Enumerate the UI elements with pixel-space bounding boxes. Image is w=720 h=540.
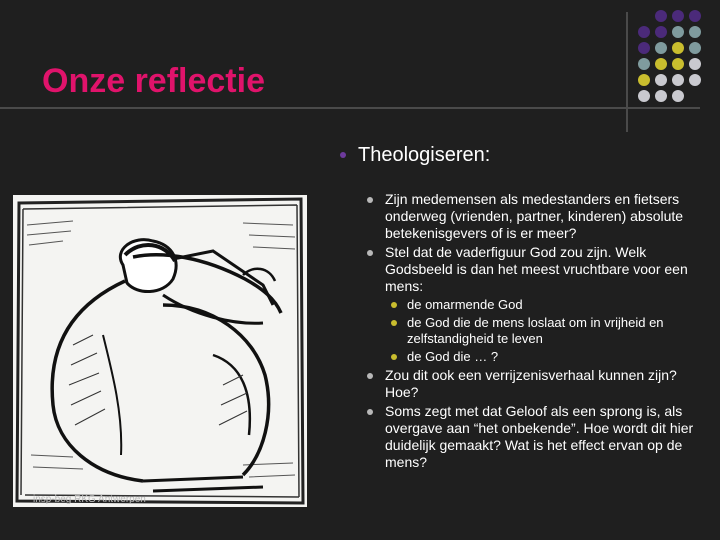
decorative-dot <box>638 90 650 102</box>
decorative-dot <box>638 58 650 70</box>
decorative-dot <box>689 58 701 70</box>
bullet-list <box>385 191 710 473</box>
bullet-item <box>385 191 710 242</box>
decorative-dot <box>672 90 684 102</box>
decorative-dot <box>689 74 701 86</box>
decorative-dot <box>655 10 667 22</box>
bullet-item <box>385 244 710 365</box>
seated-person-sketch-icon <box>13 195 307 507</box>
decorative-dot <box>638 74 650 86</box>
slide-title: Onze reflectie <box>42 62 265 100</box>
bullet-dot-icon <box>367 250 373 256</box>
decorative-dot <box>672 42 684 54</box>
bullet-text: Stel dat de vaderfiguur God zou zijn. Welk Godsbeeld is dan het meest vruchtbare voor een mens: <box>385 244 688 294</box>
decorative-dot <box>672 74 684 86</box>
decorative-vertical-line <box>626 12 628 132</box>
sub-bullet-text: de God die … ? <box>407 349 499 364</box>
content-heading: Theologiseren: <box>358 144 491 166</box>
slide-caption: insp-beg RKG Antwerpen <box>33 494 146 505</box>
sub-bullet-item <box>407 297 710 313</box>
bullet-dot-icon <box>367 409 373 415</box>
decorative-dot <box>689 26 701 38</box>
bullet-item <box>385 403 710 471</box>
sub-bullet-text: de omarmende God <box>407 297 523 312</box>
bullet-dot-icon <box>367 197 373 203</box>
decorative-dot <box>638 42 650 54</box>
bullet-item <box>385 367 710 401</box>
decorative-horizontal-line <box>0 107 700 109</box>
decorative-dot <box>672 26 684 38</box>
sub-bullet-dot-icon <box>391 354 397 360</box>
bullet-dot-icon <box>367 373 373 379</box>
bullet-dot-icon <box>340 152 346 158</box>
sub-bullet-list <box>385 297 710 365</box>
decorative-dot <box>655 26 667 38</box>
illustration-seated-person <box>13 195 307 507</box>
bullet-text: Zou dit ook een verrijzenisverhaal kunnen zijn? Hoe? <box>385 367 677 400</box>
sub-bullet-dot-icon <box>391 320 397 326</box>
decorative-dot <box>689 42 701 54</box>
decorative-dot <box>655 90 667 102</box>
sub-bullet-item <box>407 315 710 347</box>
decorative-dot <box>689 10 701 22</box>
decorative-dot <box>655 74 667 86</box>
sub-bullet-text: de God die de mens loslaat om in vrijheid en zelfstandigheid te leven <box>407 315 664 346</box>
decorative-dot-grid <box>636 8 716 108</box>
decorative-dot <box>672 10 684 22</box>
decorative-dot <box>655 58 667 70</box>
sub-bullet-item <box>407 349 710 365</box>
bullet-text: Zijn medemensen als medestanders en fietsers onderweg (vrienden, partner, kinderen) absolute betekenisgevers of is er meer? <box>385 191 684 241</box>
bullet-text: Soms zegt met dat Geloof als een sprong is, als overgave aan “het onbekende”. Hoe wordt dit hier duidelijk gemaakt? Wat is het effect ervan op de mens? <box>385 403 694 470</box>
decorative-dot <box>672 58 684 70</box>
sub-bullet-dot-icon <box>391 302 397 308</box>
decorative-dot <box>655 42 667 54</box>
decorative-dot <box>638 26 650 38</box>
